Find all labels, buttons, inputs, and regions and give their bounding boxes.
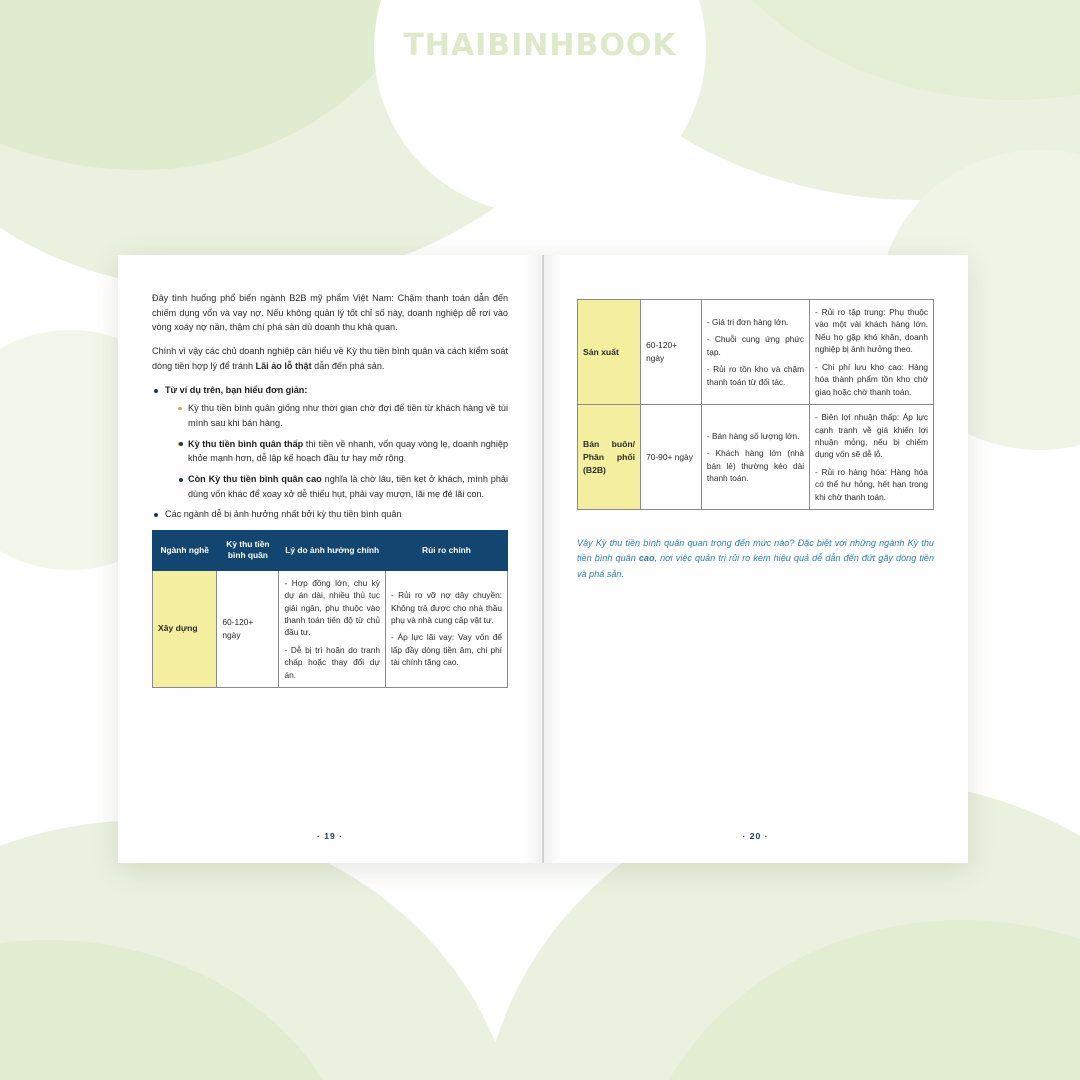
bullet-list-level2	[165, 401, 508, 501]
bullet-head	[152, 383, 508, 502]
paragraph-1: Đây tình huống phổ biến ngành B2B mỹ phẩm Việt Nam: Chậm thanh toán dẫn đến chiếm dụng vốn và vay nợ. Nếu không quản lý tốt chỉ số này, doanh nghiệp dễ rơi vào vòng xoáy nợ nần, thậm chí phá sản dù doanh thu khả quan.	[152, 293, 508, 333]
col-header-dso: Kỳ thu tiền bình quân	[217, 531, 279, 571]
cell-reason	[279, 570, 386, 688]
reason-item: - Dễ bị trì hoãn do tranh chấp hoặc thay đổi dự án.	[284, 644, 380, 681]
note-bold: cao	[638, 553, 655, 564]
cell-reason	[701, 300, 809, 405]
page-left	[118, 255, 543, 863]
col-header-reason: Lý do ảnh hưởng chính	[279, 531, 386, 571]
risk-item: - Áp lực lãi vay: Vay vốn để lấp đầy dòng tiền âm, chi phí tài chính tăng cao.	[391, 631, 502, 668]
paragraph-2: Chính vì vậy các chủ doanh nghiệp cần hiểu về Kỳ thu tiền bình quân và cách kiểm soát dòng tiền hợp lý để tránh Lãi ảo lỗ thật dẫn đến phá sản.	[152, 346, 508, 371]
reason-item: - Rủi ro tồn kho và chậm thanh toán từ đối tác.	[707, 363, 804, 388]
cell-risk	[810, 405, 934, 510]
risk-item: - Rủi ro hàng hóa: Hàng hóa có thể hư hỏng, hết hạn trong khi chờ thanh toán.	[815, 466, 928, 503]
sub-sub-bullet-1-rest: thì tiền về nhanh, vốn quay vòng lẹ, doanh nghiệp khỏe mạnh hơn, dễ lập kế hoạch đầu tư hay mở rộng.	[188, 438, 509, 464]
page-number-right: · 20 ·	[742, 831, 769, 841]
closing-note	[577, 536, 934, 582]
sub-sub-bullet-2-rest: nghĩa là chờ lâu, tiền kẹt ở khách, mình phải dùng vốn khác để xoay xở dễ thiếu hụt, phải vay mượn, lãi mẹ đẻ lãi con.	[188, 474, 508, 499]
cell-industry: Bán buôn/ Phân phối (B2B)	[578, 405, 641, 510]
cell-industry: Sản xuất	[578, 300, 641, 405]
cell-dso: 60-120+ ngày	[217, 570, 279, 688]
risk-item: - Biên lợi nhuận thấp: Áp lực cạnh tranh về giá khiến lợi nhuận mỏng, nếu bị chiếm dụng vốn sẽ dễ lỗ.	[815, 411, 928, 461]
sub-sub-bullet-2	[176, 472, 508, 501]
cell-risk	[810, 300, 934, 405]
bullet-head-2: Các ngành dễ bị ảnh hưởng nhất bởi kỳ thu tiền bình quân	[152, 507, 508, 522]
page-number-left: · 19 ·	[316, 831, 344, 841]
book-gutter	[543, 255, 544, 863]
cell-dso: 70-90+ ngày	[641, 405, 702, 510]
sub-sub-bullet-1	[176, 437, 508, 466]
reason-item: - Giá trị đơn hàng lớn.	[707, 316, 804, 328]
paragraph-2-bold: Lãi ảo lỗ thật	[255, 360, 312, 371]
watermark-text: THAIBINHBOOK	[403, 28, 677, 63]
bullet-list-level3	[176, 437, 508, 502]
note-part2: , nơi việc quản trị rủi ro kém hiệu quả dễ dẫn đến đứt gãy dòng tiền và phá sản.	[577, 553, 934, 579]
cell-dso: 60-120+ ngày	[641, 300, 702, 405]
open-book	[118, 255, 968, 863]
reason-item: - Hợp đồng lớn, chu kỳ dự án dài, nhiều thủ tục giải ngân, phụ thuộc vào thanh toán tiến độ từ chủ đầu tư.	[284, 577, 380, 639]
sub-bullet-1: Kỳ thu tiền bình quân giống như thời gian chờ đợi để tiền từ khách hàng về túi mình sau khi bán hàng.	[176, 401, 508, 430]
industry-risk-table-right	[577, 299, 934, 510]
table-header-row	[153, 531, 508, 571]
cell-reason	[701, 405, 809, 510]
col-header-risk: Rủi ro chính	[385, 531, 507, 571]
reason-item: - Chuỗi cung ứng phức tạp.	[707, 333, 804, 358]
risk-item: - Chi phí lưu kho cao: Hàng hóa thành phẩm tồn kho chờ giao hoặc chờ thanh toán.	[815, 361, 928, 398]
table-row	[153, 570, 508, 688]
note-part1: Vậy Kỳ thu tiền bình quân quan trọng đến mức nào? Đặc biệt với những ngành Kỳ thu tiền bình quân	[577, 538, 934, 564]
risk-item: - Rủi ro tập trung: Phụ thuộc vào một vài khách hàng lớn. Nếu họ gặp khó khăn, doanh nghiệp bị ảnh hưởng theo.	[815, 306, 928, 356]
sub-sub-bullet-2-bold: Còn Kỳ thu tiền bình quân cao	[188, 474, 322, 485]
col-header-industry: Ngành nghề	[153, 531, 217, 571]
sub-bullet-group	[176, 437, 508, 502]
cell-risk	[385, 570, 507, 688]
table-row	[578, 300, 934, 405]
page-right	[543, 255, 968, 863]
sub-sub-bullet-1-bold: Kỳ thu tiền bình quân thấp	[188, 438, 304, 449]
reason-item: - Bán hàng số lượng lớn.	[707, 430, 804, 442]
bullet-list-level1	[152, 383, 508, 522]
reason-item: - Khách hàng lớn (nhà bán lẻ) thường kéo dài thanh toán.	[707, 447, 804, 484]
table-row	[578, 405, 934, 510]
cell-industry: Xây dựng	[153, 570, 217, 688]
risk-item: - Rủi ro vỡ nợ dây chuyền: Không trả được cho nhà thầu phụ và nhà cung cấp vật tư.	[391, 589, 502, 626]
bullet-head-label: Từ ví dụ trên, bạn hiểu đơn giản:	[165, 384, 308, 395]
industry-risk-table-left	[152, 530, 508, 688]
